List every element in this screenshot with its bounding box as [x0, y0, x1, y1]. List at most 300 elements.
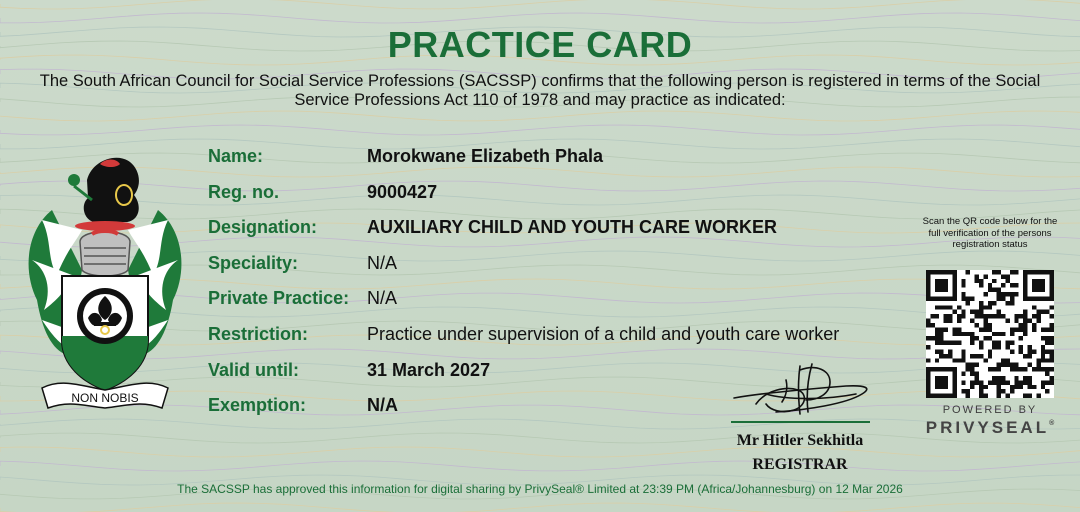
- qr-module: [992, 376, 996, 380]
- qr-module: [1050, 376, 1054, 380]
- qr-module: [1019, 349, 1023, 353]
- qr-module: [992, 270, 996, 274]
- qr-module: [1032, 367, 1036, 371]
- qr-module: [939, 305, 943, 309]
- qr-module: [1019, 380, 1023, 384]
- qr-module: [1032, 327, 1036, 331]
- qr-module: [983, 336, 987, 340]
- qr-module: [948, 341, 952, 345]
- qr-module: [1005, 341, 1009, 345]
- qr-module: [1045, 358, 1049, 362]
- qr-module: [997, 292, 1001, 296]
- guilloche-line: [0, 13, 1080, 23]
- qr-module: [988, 349, 992, 353]
- qr-module: [1050, 341, 1054, 345]
- qr-module: [1023, 327, 1027, 331]
- qr-module: [997, 394, 1001, 398]
- qr-module: [944, 314, 948, 318]
- qr-module: [1005, 363, 1009, 367]
- qr-module: [926, 358, 930, 362]
- qr-module: [1014, 376, 1018, 380]
- qr-module: [988, 380, 992, 384]
- qr-module: [970, 296, 974, 300]
- qr-module: [1032, 323, 1036, 327]
- qr-module: [970, 354, 974, 358]
- qr-module: [992, 341, 996, 345]
- qr-module: [988, 305, 992, 309]
- qr-module: [966, 367, 970, 371]
- guilloche-line: [0, 125, 1080, 135]
- field-label: Private Practice:: [208, 288, 350, 309]
- qr-module: [1010, 349, 1014, 353]
- guilloche-line: [0, 503, 1080, 512]
- guilloche-line: [0, 0, 1080, 9]
- field-value-private-practice: N/A: [367, 288, 398, 309]
- field-row-restriction: [208, 324, 908, 360]
- qr-module: [961, 283, 965, 287]
- qr-module: [1028, 394, 1032, 398]
- guilloche-line: [0, 447, 1080, 457]
- qr-module: [935, 358, 939, 362]
- qr-module: [1019, 367, 1023, 371]
- qr-module: [970, 372, 974, 376]
- qr-module: [1036, 367, 1040, 371]
- qr-module: [1032, 314, 1036, 318]
- qr-module: [1041, 385, 1045, 389]
- qr-module: [939, 354, 943, 358]
- qr-module: [948, 305, 952, 309]
- field-row-name: [208, 146, 908, 182]
- qr-module: [966, 301, 970, 305]
- qr-module: [1001, 274, 1005, 278]
- qr-module: [948, 354, 952, 358]
- qr-module: [1045, 327, 1049, 331]
- qr-module: [1045, 367, 1049, 371]
- qr-module: [1032, 385, 1036, 389]
- qr-module: [1005, 274, 1009, 278]
- qr-module: [1014, 385, 1018, 389]
- qr-module: [997, 332, 1001, 336]
- qr-module: [1032, 305, 1036, 309]
- qr-module: [975, 380, 979, 384]
- qr-module: [1050, 358, 1054, 362]
- qr-module: [1005, 319, 1009, 323]
- qr-module: [983, 319, 987, 323]
- qr-module: [970, 363, 974, 367]
- field-row-private-practice: [208, 288, 908, 324]
- qr-module: [975, 310, 979, 314]
- qr-module: [975, 279, 979, 283]
- qr-module: [926, 336, 930, 340]
- qr-module: [1014, 319, 1018, 323]
- qr-module: [1028, 319, 1032, 323]
- qr-module: [1001, 389, 1005, 393]
- qr-module: [970, 336, 974, 340]
- qr-module: [1010, 292, 1014, 296]
- qr-module: [1050, 380, 1054, 384]
- qr-module: [975, 323, 979, 327]
- qr-module: [983, 323, 987, 327]
- field-label: Valid until:: [208, 359, 300, 380]
- qr-module: [1001, 296, 1005, 300]
- qr-module: [1023, 332, 1027, 336]
- qr-module: [935, 327, 939, 331]
- qr-module: [1019, 323, 1023, 327]
- qr-module: [1010, 385, 1014, 389]
- qr-module: [935, 279, 948, 292]
- qr-module: [961, 389, 965, 393]
- qr-module: [944, 319, 948, 323]
- qr-module: [1050, 349, 1054, 353]
- qr-module: [1014, 270, 1018, 274]
- qr-module: [992, 332, 996, 336]
- qr-module: [975, 372, 979, 376]
- guilloche-line: [0, 461, 1080, 471]
- qr-module: [983, 358, 987, 362]
- qr-module: [939, 349, 943, 353]
- qr-module: [1019, 314, 1023, 318]
- qr-module: [1010, 341, 1014, 345]
- qr-module: [939, 341, 943, 345]
- qr-module: [1001, 314, 1005, 318]
- qr-module: [1005, 358, 1009, 362]
- qr-module: [1045, 341, 1049, 345]
- qr-module: [983, 292, 987, 296]
- qr-module: [1023, 380, 1027, 384]
- qr-module: [1005, 279, 1009, 283]
- qr-module: [997, 367, 1001, 371]
- qr-module: [1036, 319, 1040, 323]
- qr-code-icon[interactable]: [926, 270, 1054, 398]
- field-value-exemption: N/A: [367, 395, 398, 416]
- qr-module: [979, 385, 983, 389]
- qr-module: [1028, 385, 1032, 389]
- qr-module: [1001, 292, 1005, 296]
- qr-module: [1005, 394, 1009, 398]
- qr-module: [970, 319, 974, 323]
- qr-module: [979, 310, 983, 314]
- qr-module: [983, 394, 987, 398]
- qr-module: [1028, 363, 1032, 367]
- signature-line: [731, 421, 870, 423]
- qr-module: [935, 305, 939, 309]
- field-label: Exemption:: [208, 395, 307, 416]
- qr-module: [1041, 310, 1045, 314]
- qr-module: [1010, 363, 1014, 367]
- qr-module: [992, 380, 996, 384]
- qr-module: [1028, 354, 1032, 358]
- field-row-speciality: [208, 253, 908, 289]
- qr-module: [1041, 336, 1045, 340]
- qr-module: [926, 323, 930, 327]
- qr-module: [1005, 345, 1009, 349]
- qr-module: [966, 389, 970, 393]
- qr-module: [1050, 367, 1054, 371]
- qr-module: [979, 283, 983, 287]
- qr-module: [957, 358, 961, 362]
- qr-module: [1045, 389, 1049, 393]
- qr-module: [979, 305, 983, 309]
- privyseal-logo: [920, 418, 1060, 438]
- qr-module: [1041, 354, 1045, 358]
- qr-module: [1045, 310, 1049, 314]
- qr-module: [961, 296, 965, 300]
- qr-module: [992, 367, 996, 371]
- qr-module: [1001, 283, 1005, 287]
- qr-module: [1028, 376, 1032, 380]
- qr-module: [1036, 310, 1040, 314]
- qr-module: [1023, 310, 1027, 314]
- qr-module: [957, 314, 961, 318]
- qr-module: [970, 341, 974, 345]
- qr-module: [975, 376, 979, 380]
- qr-module: [983, 327, 987, 331]
- field-value-name: Morokwane Elizabeth Phala: [367, 146, 604, 166]
- qr-module: [935, 336, 939, 340]
- qr-module: [1014, 363, 1018, 367]
- qr-module: [952, 310, 956, 314]
- qr-module: [997, 363, 1001, 367]
- qr-module: [1028, 349, 1032, 353]
- qr-module: [961, 358, 965, 362]
- guilloche-line: [0, 433, 1080, 443]
- field-label: Restriction:: [208, 323, 309, 344]
- qr-module: [975, 363, 979, 367]
- qr-module: [952, 327, 956, 331]
- qr-module: [1001, 363, 1005, 367]
- qr-module: [1010, 332, 1014, 336]
- qr-module: [997, 314, 1001, 318]
- qr-module: [988, 354, 992, 358]
- qr-module: [992, 279, 996, 283]
- qr-module: [1050, 305, 1054, 309]
- qr-module: [979, 327, 983, 331]
- field-value-restriction: Practice under supervision of a child and youth care worker: [367, 323, 840, 344]
- qr-module: [944, 305, 948, 309]
- qr-module: [997, 310, 1001, 314]
- qr-module: [979, 279, 983, 283]
- qr-module: [970, 310, 974, 314]
- field-row-reg-no: [208, 182, 908, 218]
- qr-module: [997, 345, 1001, 349]
- qr-module: [1014, 380, 1018, 384]
- field-label: Designation:: [208, 217, 318, 238]
- qr-module: [997, 288, 1001, 292]
- qr-module: [979, 341, 983, 345]
- field-value-reg-no: 9000427: [367, 181, 438, 202]
- qr-module: [961, 354, 965, 358]
- qr-module: [1036, 314, 1040, 318]
- qr-module: [1014, 367, 1018, 371]
- qr-module: [1036, 363, 1040, 367]
- card-title: PRACTICE CARD: [387, 24, 693, 65]
- qr-module: [1023, 319, 1027, 323]
- qr-module: [1050, 323, 1054, 327]
- field-value-speciality: N/A: [367, 252, 398, 273]
- qr-module: [970, 380, 974, 384]
- field-label: Name:: [208, 146, 264, 166]
- qr-module: [1028, 345, 1032, 349]
- brand-mark: ®: [1049, 420, 1055, 427]
- qr-module: [1023, 376, 1027, 380]
- field-row-designation: [208, 217, 908, 253]
- qr-module: [926, 345, 930, 349]
- footer-notice: The SACSSP has approved this information for digital sharing by PrivySeal® Limited at 23:39 PM (Africa/Johannesburg) on 12 Mar 2026: [177, 482, 903, 496]
- qr-module: [992, 345, 996, 349]
- qr-module: [939, 336, 943, 340]
- qr-module: [966, 332, 970, 336]
- qr-module: [952, 332, 956, 336]
- qr-module: [1014, 292, 1018, 296]
- qr-module: [1001, 332, 1005, 336]
- qr-module: [966, 363, 970, 367]
- qr-module: [975, 274, 979, 278]
- qr-module: [961, 314, 965, 318]
- qr-module: [957, 332, 961, 336]
- qr-module: [944, 341, 948, 345]
- qr-module: [1032, 349, 1036, 353]
- qr-module: [944, 354, 948, 358]
- qr-module: [1014, 314, 1018, 318]
- qr-module: [1010, 296, 1014, 300]
- qr-module: [1023, 323, 1027, 327]
- qr-module: [952, 341, 956, 345]
- qr-module: [979, 301, 983, 305]
- qr-module: [961, 372, 965, 376]
- qr-module: [1019, 336, 1023, 340]
- qr-module: [979, 354, 983, 358]
- qr-module: [970, 332, 974, 336]
- qr-module: [1050, 327, 1054, 331]
- qr-module: [957, 327, 961, 331]
- qr-module: [983, 274, 987, 278]
- signature-icon: [726, 360, 872, 422]
- field-label: Reg. no.: [208, 181, 279, 202]
- qr-module: [988, 336, 992, 340]
- qr-module: [1010, 327, 1014, 331]
- qr-module: [997, 341, 1001, 345]
- field-label: Speciality:: [208, 252, 299, 273]
- qr-module: [1050, 336, 1054, 340]
- qr-module: [988, 323, 992, 327]
- qr-module: [930, 323, 934, 327]
- qr-module: [1023, 394, 1027, 398]
- qr-module: [961, 380, 965, 384]
- qr-module: [1036, 394, 1040, 398]
- qr-module: [1023, 367, 1027, 371]
- qr-module: [939, 332, 943, 336]
- field-value-designation: AUXILIARY CHILD AND YOUTH CARE WORKER: [367, 217, 778, 238]
- qr-module: [1010, 367, 1014, 371]
- qr-module: [957, 341, 961, 345]
- qr-module: [948, 319, 952, 323]
- qr-module: [966, 270, 970, 274]
- qr-module: [961, 310, 965, 314]
- qr-module: [979, 314, 983, 318]
- qr-module: [961, 332, 965, 336]
- qr-module: [988, 314, 992, 318]
- qr-module: [1001, 376, 1005, 380]
- qr-module: [1019, 345, 1023, 349]
- registrar-name: Mr Hitler Sekhitla: [736, 432, 864, 449]
- qr-module: [997, 385, 1001, 389]
- qr-module: [1010, 301, 1014, 305]
- qr-module: [988, 327, 992, 331]
- qr-module: [1041, 345, 1045, 349]
- qr-module: [1045, 336, 1049, 340]
- qr-module: [1041, 367, 1045, 371]
- qr-module: [939, 327, 943, 331]
- qr-module: [983, 305, 987, 309]
- qr-module: [1050, 354, 1054, 358]
- qr-module: [1050, 314, 1054, 318]
- qr-module: [1001, 380, 1005, 384]
- qr-module: [1010, 283, 1014, 287]
- qr-module: [935, 332, 939, 336]
- qr-module: [988, 288, 992, 292]
- brand-name: PRIVYSEAL: [925, 418, 1050, 437]
- qr-module: [979, 394, 983, 398]
- crest-motto: NON NOBIS: [71, 391, 139, 405]
- crest-icon: [22, 150, 188, 410]
- qr-module: [979, 389, 983, 393]
- qr-module: [1041, 327, 1045, 331]
- qr-module: [988, 283, 992, 287]
- qr-module: [1023, 314, 1027, 318]
- qr-module: [1005, 301, 1009, 305]
- qr-module: [1014, 283, 1018, 287]
- qr-module: [975, 354, 979, 358]
- qr-module: [997, 389, 1001, 393]
- qr-module: [1010, 389, 1014, 393]
- qr-module: [1041, 358, 1045, 362]
- qr-module: [1023, 354, 1027, 358]
- qr-module: [1005, 292, 1009, 296]
- qr-module: [1019, 385, 1023, 389]
- intro-text: The South African Council for Social Service Professions (SACSSP) confirms that the following person is registered in terms of the Social Service Professions Act 110 of 1978 and may practice as indicated:: [39, 72, 1041, 109]
- qr-module: [935, 349, 939, 353]
- qr-module: [975, 314, 979, 318]
- qr-module: [1014, 327, 1018, 331]
- qr-module: [1019, 327, 1023, 331]
- qr-module: [970, 385, 974, 389]
- qr-module: [1036, 358, 1040, 362]
- qr-module: [944, 327, 948, 331]
- qr-module: [983, 385, 987, 389]
- qr-module: [979, 345, 983, 349]
- qr-module: [1032, 279, 1045, 292]
- qr-module: [1045, 349, 1049, 353]
- qr-module: [1045, 372, 1049, 376]
- qr-module: [1010, 270, 1014, 274]
- qr-instruction: Scan the QR code below for the full verification of the persons registration status: [922, 216, 1058, 250]
- qr-module: [979, 380, 983, 384]
- qr-module: [997, 380, 1001, 384]
- qr-module: [948, 314, 952, 318]
- qr-module: [975, 336, 979, 340]
- registrar-title: REGISTRAR: [752, 456, 848, 473]
- qr-module: [1028, 380, 1032, 384]
- qr-module: [1005, 380, 1009, 384]
- qr-module: [961, 292, 965, 296]
- qr-module: [997, 270, 1001, 274]
- qr-module: [935, 376, 948, 389]
- powered-by-label: POWERED BY: [942, 404, 1038, 416]
- qr-module: [1041, 349, 1045, 353]
- qr-module: [935, 341, 939, 345]
- guilloche-line: [0, 111, 1080, 121]
- qr-module: [1045, 380, 1049, 384]
